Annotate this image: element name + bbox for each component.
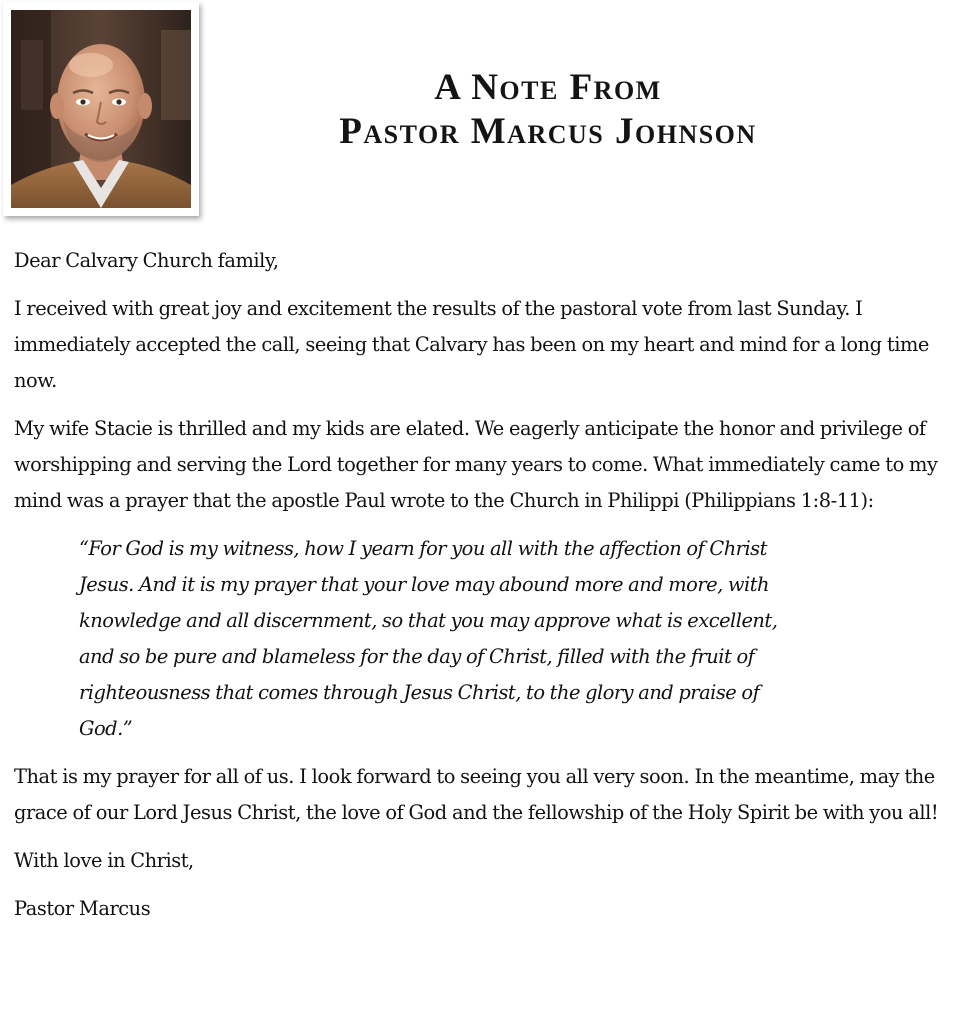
letter-paragraph-1: I received with great joy and excitement the results of the pastoral vote from last Sunday. I immediately accepted the call, seeing that Calvary has been on my heart and mind for a long time now. bbox=[14, 297, 929, 392]
letter-closing: With love in Christ, bbox=[14, 849, 194, 872]
pastor-portrait-photo bbox=[11, 10, 191, 208]
letter-greeting: Dear Calvary Church family, bbox=[14, 249, 279, 272]
letter-body bbox=[14, 243, 939, 927]
letter-paragraph-2: My wife Stacie is thrilled and my kids are elated. We eagerly anticipate the honor and privilege of worshipping and serving the Lord together for many years to come. What immediately came to my mind was a prayer that the apostle Paul wrote to the Church in Philippi (Philippians 1:8-11): bbox=[14, 417, 938, 512]
pastor-photo-frame bbox=[3, 2, 199, 216]
heading-line-2: Pastor Marcus Johnson bbox=[339, 111, 757, 152]
letter-paragraph-3: That is my prayer for all of us. I look forward to seeing you all very soon. In the meantime, may the grace of our Lord Jesus Christ, the love of God and the fellowship of the Holy Spirit be with you all! bbox=[14, 765, 939, 824]
heading-line-1: A Note From bbox=[434, 67, 662, 108]
letter-signature: Pastor Marcus bbox=[14, 897, 151, 920]
letter-heading bbox=[210, 66, 886, 154]
scripture-quote: “For God is my witness, how I yearn for you all with the affection of Christ Jesus. And it is my prayer that your love may abound more and more, with knowledge and all discernment, so that you may approve what is excellent, and so be pure and blameless for the day of Christ, filled with the fruit of righteousness that comes through Jesus Christ, to the glory and praise of God.” bbox=[79, 537, 778, 740]
